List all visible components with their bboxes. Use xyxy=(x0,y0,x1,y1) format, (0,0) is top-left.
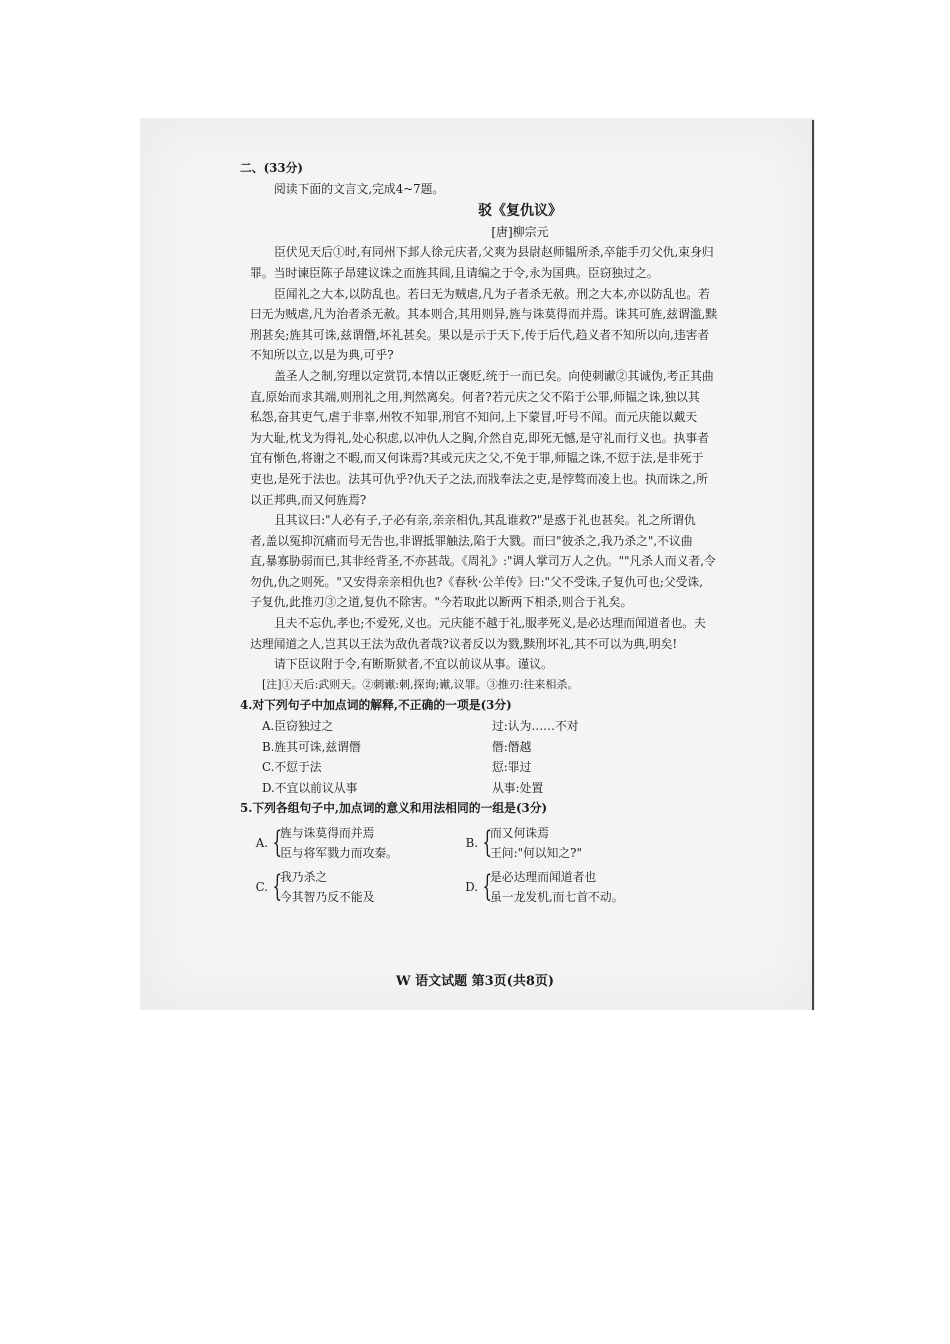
passage-line: 子复仇,此推刃③之道,复仇不除害。"今若取此以断两下相杀,则合于礼矣。 xyxy=(250,595,633,610)
passage-line: 不知所以立,以是为典,可乎? xyxy=(250,348,394,363)
question-5-row-2 xyxy=(250,867,790,907)
option-line: 臣与将军戮力而攻秦。 xyxy=(280,846,398,860)
passage-author: [唐]柳宗元 xyxy=(491,224,549,239)
option-explanation: 从事:处置 xyxy=(492,780,544,795)
passage-line: 直,原始而求其端,则刑礼之用,判然离矣。何者?若元庆之父不陷于公罪,师韫之诛,独以其 xyxy=(250,389,700,404)
question-5-row-1 xyxy=(250,823,790,863)
option-line: 王问:"何以知之?" xyxy=(490,846,582,860)
passage-line: 盖圣人之制,穷理以定赏罚,本情以正褒贬,统于一而已矣。向使刺谳②其诚伪,考正其曲 xyxy=(274,368,714,383)
option-line: 今其智乃反不能及 xyxy=(280,890,375,904)
page-edge-line xyxy=(812,120,814,1010)
passage-line: 以正邦典,而又何旌焉? xyxy=(250,492,367,507)
question-5-option-a xyxy=(250,823,460,863)
option-line: 我乃杀之 xyxy=(280,870,328,884)
passage-line: 罪。当时谏臣陈子昂建议诛之而旌其闾,且请编之于令,永为国典。臣窃独过之。 xyxy=(250,265,659,280)
question-5-option-c xyxy=(250,867,460,907)
question-4-option-a xyxy=(250,716,790,737)
passage-line: 刑甚矣;旌其可诛,兹谓僭,坏礼甚矣。果以是示于天下,传于后代,趋义者不知所以向,违害者 xyxy=(250,327,710,342)
brace-icon: { xyxy=(482,825,493,860)
option-text: A.臣窃独过之 xyxy=(262,719,334,734)
brace-icon: { xyxy=(272,869,283,904)
passage-line: 勿仇,仇之则死。"又安得亲亲相仇也?《春秋·公羊传》曰:"父不受诛,子复仇可也;父受诛, xyxy=(250,574,704,589)
option-letter: C. xyxy=(255,879,268,894)
option-text: B.旌其可诛,兹谓僭 xyxy=(262,739,361,754)
option-text: D.不宜以前议从事 xyxy=(262,780,358,795)
page-footer: W 语文试题 第3页(共8页) xyxy=(395,974,555,989)
option-letter: A. xyxy=(255,835,268,850)
brace-icon: { xyxy=(482,869,493,904)
question-4-option-c xyxy=(250,757,790,778)
passage xyxy=(250,242,790,674)
passage-title: 驳《复仇议》 xyxy=(478,203,562,220)
question-4-option-d xyxy=(250,778,790,799)
passage-line: 曰无为贼虐,凡为治者杀无赦。其本则合,其用则异,旌与诛莫得而并焉。诛其可旌,兹谓滥,黩 xyxy=(250,307,718,322)
passage-line: 宜有惭色,将谢之不暇,而又何诛焉?其或元庆之父,不免于罪,师韫之诛,不愆于法,是非死于 xyxy=(250,451,704,466)
question-5-stem: 5.下列各组句子中,加点词的意义和用法相同的一组是(3分) xyxy=(240,801,548,816)
passage-line: 直,暴寡胁弱而已,其非经背圣,不亦甚哉。《周礼》:"调人掌司万人之仇。""凡杀人而义者,令 xyxy=(250,554,716,569)
option-line: 而又何诛焉 xyxy=(490,826,549,840)
option-line: 是必达理而闻道者也 xyxy=(490,870,597,884)
passage-line: 臣闻礼之大本,以防乱也。若曰无为贼虐,凡为子者杀无赦。刑之大本,亦以防乱也。若 xyxy=(274,286,710,301)
passage-line: 臣伏见天后①时,有同州下邽人徐元庆者,父爽为县尉赵师韫所杀,卒能手刃父仇,束身归 xyxy=(274,245,714,260)
option-line: 旌与诛莫得而并焉 xyxy=(280,826,375,840)
option-explanation: 僭:僭越 xyxy=(492,739,532,754)
option-letter: B. xyxy=(465,835,478,850)
brace-icon: { xyxy=(272,825,283,860)
passage-line: 且夫不忘仇,孝也;不爱死,义也。元庆能不越于礼,服孝死义,是必达理而闻道者也。夫 xyxy=(274,616,706,631)
passage-line: 且其议曰:"人必有子,子必有亲,亲亲相仇,其乱谁救?"是惑于礼也甚矣。礼之所谓仇 xyxy=(274,513,696,528)
section-heading: 二、(33分) xyxy=(240,161,303,175)
option-text: C.不愆于法 xyxy=(262,760,322,775)
passage-line: 为大耻,枕戈为得礼,处心积虑,以冲仇人之胸,介然自克,即死无憾,是守礼而行义也。执事者 xyxy=(250,430,709,445)
passage-line: 私怨,奋其吏气,虐于非辜,州牧不知罪,刑官不知问,上下蒙冒,吁号不闻。而元庆能以戴天 xyxy=(250,410,698,425)
option-explanation: 过:认为……不对 xyxy=(492,719,579,734)
passage-line: 吏也,是死于法也。法其可仇乎?仇天子之法,而戕奉法之吏,是悖骜而凌上也。执而诛之,所 xyxy=(250,471,708,486)
footnote: [注]①天后:武则天。②刺谳:刺,探询;谳,议罪。③推刃:往来相杀。 xyxy=(262,677,579,691)
question-4-stem: 4.对下列句子中加点词的解释,不正确的一项是(3分) xyxy=(240,698,512,713)
option-explanation: 愆:罪过 xyxy=(492,760,532,775)
passage-line: 请下臣议附于令,有断斯狱者,不宜以前议从事。谨议。 xyxy=(274,657,553,672)
option-line: 虽一龙发机,而七首不动。 xyxy=(490,890,624,904)
question-5-option-d xyxy=(460,867,670,907)
option-letter: D. xyxy=(465,879,478,894)
question-5-option-b xyxy=(460,823,670,863)
exam-content xyxy=(240,158,790,907)
question-4-option-b xyxy=(250,737,790,758)
passage-line: 达理闻道之人,岂其以王法为敌仇者哉?议者反以为戮,黩刑坏礼,其不可以为典,明矣! xyxy=(250,636,678,651)
instruction: 阅读下面的文言文,完成4~7题。 xyxy=(274,181,445,196)
passage-line: 者,盖以冤抑沉痛而号无告也,非谓抵罪触法,陷于大戮。而曰"彼杀之,我乃杀之",不议曲 xyxy=(250,533,693,548)
